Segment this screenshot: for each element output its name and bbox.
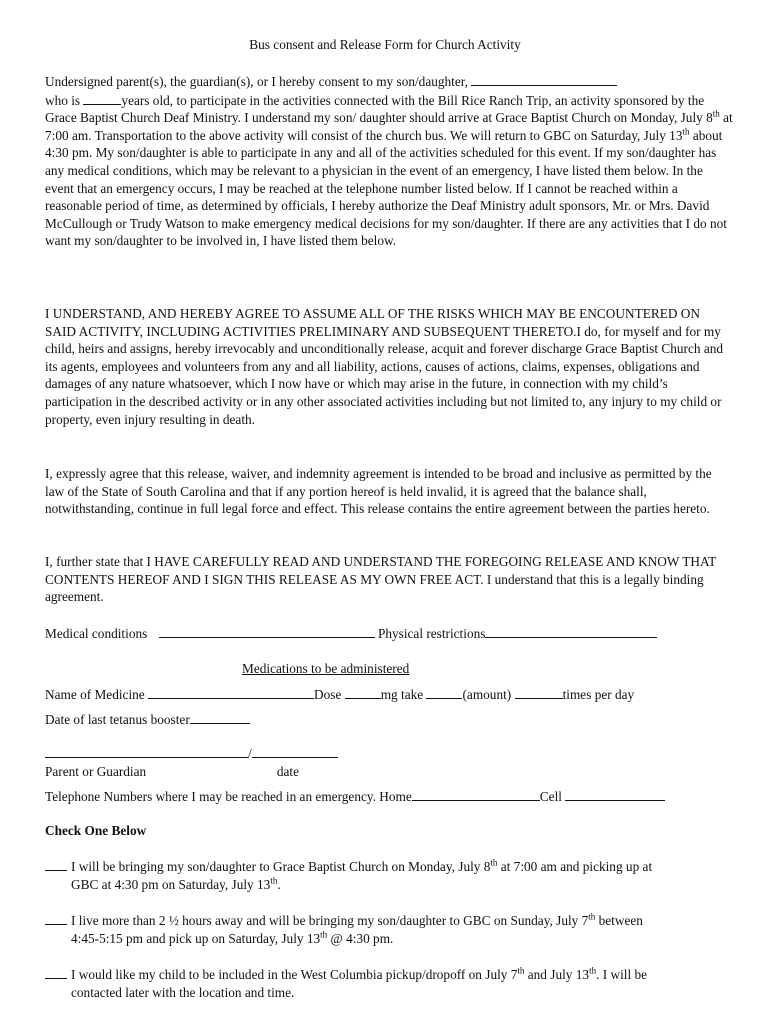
check-option-1 xyxy=(45,857,745,893)
acknowledgement-paragraph: I, further state that I HAVE CAREFULLY READ AND UNDERSTAND THE FOREGOING RELEASE AND KNOW THAT CONTENTS HEREOF AND I SIGN THIS RELEASE AS MY OWN FREE ACT. I understand that this is a legally binding agreement. xyxy=(45,554,717,605)
child-name-field[interactable] xyxy=(471,72,617,86)
dose-label: Dose xyxy=(314,687,342,702)
physical-restrictions-field[interactable] xyxy=(485,624,657,638)
sup-th: th xyxy=(712,108,720,119)
parent-signature-field[interactable] xyxy=(45,744,248,758)
physical-restrictions-label: Physical restrictions xyxy=(377,626,486,641)
check-1-text-c: GBC at 4:30 pm on Saturday, July 13 xyxy=(71,876,271,892)
check-1-text-d: . xyxy=(277,876,281,892)
sup-th: th xyxy=(490,857,498,868)
times-per-day-label: times per day xyxy=(562,687,635,702)
medicine-label: Name of Medicine xyxy=(45,687,145,702)
consent-text-e: about 4:30 pm. My son/daughter is able to participate in any and all of the activities scheduled for this event. If my son/daughter has any medical conditions, which may be relevant to a physician in the event of an emergency, I have listed them below. In the event that an emergency occurs, I may be reached at the telephone number listed below. If I cannot be reached within a reasonable period of time, as determined by officials, I hereby authorize the Deaf Ministry adult sponsors, Mr. or Mrs. David McCullough or Trudy Watson to make emergency medical decisions for my son/daughter. If there are any activities that I do not want my son/daughter to be involved in, I have listed them below. xyxy=(45,127,727,249)
medical-conditions-field[interactable] xyxy=(159,624,375,638)
cell-label: Cell xyxy=(539,789,562,804)
tetanus-date-field[interactable] xyxy=(190,710,250,724)
times-field[interactable] xyxy=(515,685,563,699)
home-phone-field[interactable] xyxy=(412,787,540,801)
check-option-2-checkbox[interactable] xyxy=(45,911,67,925)
agreement-paragraph: I, expressly agree that this release, waiver, and indemnity agreement is intended to be broad and inclusive as permitted by the law of the State of South Carolina and that if any portion hereof is held invalid, it is agreed that the balance shall, notwithstanding, continue in full legal force and effect. This release contains the entire agreement between the parties hereto. xyxy=(45,466,712,517)
medical-row xyxy=(45,624,745,643)
date-label: date xyxy=(276,764,299,779)
check-3-text-b2: . I will be xyxy=(596,967,648,982)
consent-text-b: who is xyxy=(45,92,84,108)
telephone-row xyxy=(45,787,745,806)
check-heading: Check One Below xyxy=(45,823,147,838)
telephone-label: Telephone Numbers where I may be reached in an emergency. Home xyxy=(45,789,412,804)
sup-th: th xyxy=(589,965,597,976)
sup-th: th xyxy=(588,911,596,922)
tetanus-row xyxy=(45,710,745,729)
tetanus-label: Date of last tetanus booster xyxy=(45,712,190,727)
check-2-text-a: I live more than 2 ½ hours away and will be bringing my son/daughter to GBC on Sunday, July 7 xyxy=(71,913,589,928)
medical-conditions-label: Medical conditions xyxy=(45,626,148,641)
consent-text-d: at 7:00 am. Transportation to the above activity will consist of the church bus. We will return to GBC on Saturday, July 13 xyxy=(45,110,733,143)
child-age-field[interactable] xyxy=(83,91,121,105)
check-2-text-c: 4:45-5:15 pm and pick up on Saturday, July 13 xyxy=(71,930,321,946)
signature-slash: / xyxy=(248,746,252,761)
medications-heading: Medications to be administered xyxy=(242,661,410,676)
amount-field[interactable] xyxy=(426,685,462,699)
medicine-name-field[interactable] xyxy=(148,685,314,699)
consent-text-a: Undersigned parent(s), the guardian(s), or I hereby consent to my son/daughter, xyxy=(45,74,472,89)
signature-date-field[interactable] xyxy=(252,744,338,758)
check-option-3 xyxy=(45,965,745,1001)
check-option-2 xyxy=(45,911,745,947)
check-option-3-checkbox[interactable] xyxy=(45,965,67,979)
consent-paragraph xyxy=(45,72,733,250)
medicine-row xyxy=(45,685,745,704)
check-3-text-a: I would like my child to be included in the West Columbia pickup/dropoff on July 7 xyxy=(71,967,518,982)
check-3-text-b: and July 13 xyxy=(524,967,590,982)
check-3-text-c: contacted later with the location and time. xyxy=(71,984,295,1000)
signature-row xyxy=(45,744,745,763)
check-1-text-a: I will be bringing my son/daughter to Grace Baptist Church on Monday, July 8 xyxy=(71,859,491,874)
parent-guardian-label: Parent or Guardian xyxy=(45,764,147,779)
sup-th: th xyxy=(270,875,278,886)
cell-phone-field[interactable] xyxy=(565,787,665,801)
consent-text-c: years old, to participate in the activities connected with the Bill Rice Ranch Trip, an activity sponsored by the Grace Baptist Church Deaf Ministry. I understand my son/ daughter should arrive at Grace Baptist Church on Monday, July 8 xyxy=(45,92,713,126)
page-title: Bus consent and Release Form for Church Activity xyxy=(249,37,521,52)
check-1-text-b: at 7:00 am and picking up at xyxy=(497,859,653,874)
dose-field[interactable] xyxy=(345,685,381,699)
amount-label: (amount) xyxy=(462,687,512,702)
check-2-text-b: between xyxy=(595,913,643,928)
sup-th: th xyxy=(517,965,525,976)
sup-th: th xyxy=(682,126,690,137)
release-paragraph: I UNDERSTAND, AND HEREBY AGREE TO ASSUME ALL OF THE RISKS WHICH MAY BE ENCOUNTERED ON SAID ACTIVITY, INCLUDING ACTIVITIES PRELIMINARY AND SUBSEQUENT THERETO.I do, for myself and for my child, heirs and assigns, hereby irrevocably and unconditionally release, acquit and forever discharge Grace Baptist Church and its agents, employees and volunteers from any and all liability, actions, causes of actions, claims, expenses, obligations and damages of any nature whatsoever, which I now have or which may arise in the future, in connection with my child’s participation in the described activity or in any other associated activities including but not limited to, any injury to my child or property, even injury resulting in death. xyxy=(45,306,724,427)
check-option-1-checkbox[interactable] xyxy=(45,857,67,871)
signature-labels xyxy=(45,763,745,781)
check-2-text-d: @ 4:30 pm. xyxy=(327,930,394,946)
mg-take-label: mg take xyxy=(380,687,424,702)
sup-th: th xyxy=(320,929,328,940)
